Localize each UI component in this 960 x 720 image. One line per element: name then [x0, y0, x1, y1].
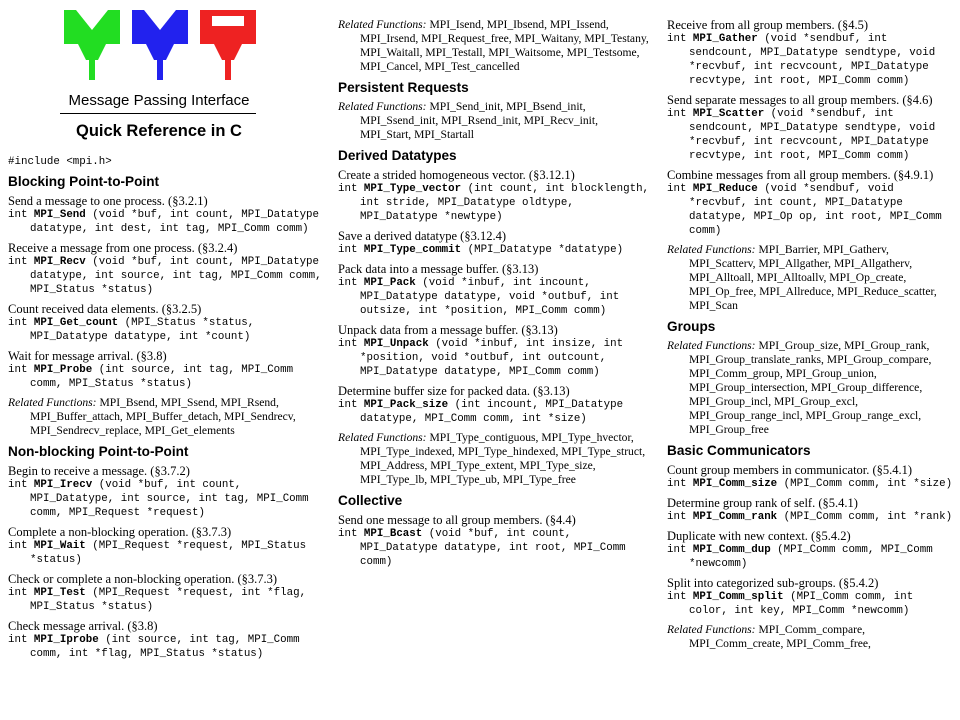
function-entry	[667, 576, 957, 618]
section-title-persistent: Persistent Requests	[338, 80, 469, 95]
function-signature	[8, 539, 326, 567]
return-type: int	[667, 544, 693, 556]
function-description: Receive a message from one process. (§3.2.4)	[8, 241, 238, 255]
function-entry	[667, 496, 957, 524]
return-type: int	[667, 591, 693, 603]
function-entry	[667, 463, 957, 491]
function-name: MPI_Comm_split	[692, 591, 784, 603]
function-name: MPI_Send	[33, 209, 86, 221]
function-entry	[338, 229, 652, 257]
function-arguments: (int incount, MPI_Datatype datatype, MPI_Comm comm, int *size)	[360, 399, 624, 425]
return-type: int	[667, 511, 693, 523]
function-name: MPI_Pack	[363, 277, 416, 289]
logo-letter-p	[132, 10, 188, 80]
function-signature	[338, 182, 652, 224]
function-entry	[8, 464, 326, 520]
function-arguments: (void *sendbuf, void *recvbuf, int count, MPI_Datatype datatype, MPI_Op op, int root, MPI_Comm comm)	[689, 183, 942, 237]
function-signature	[338, 527, 652, 569]
function-entry	[8, 572, 326, 614]
related-functions-communicators	[667, 623, 957, 651]
communicators-entries	[667, 463, 957, 618]
function-description: Check or complete a non-blocking operation. (§3.7.3)	[8, 572, 278, 586]
function-name: MPI_Type_vector	[363, 183, 462, 195]
function-name: MPI_Probe	[33, 364, 93, 376]
function-description: Unpack data from a message buffer. (§3.13)	[338, 323, 558, 337]
section-title-communicators: Basic Communicators	[667, 443, 811, 458]
function-arguments: (MPI_Datatype *datatype)	[461, 244, 624, 256]
function-entry	[8, 194, 326, 236]
function-arguments: (void *buf, int count, MPI_Datatype datatype, int root, MPI_Comm comm)	[360, 528, 626, 568]
column-2	[338, 18, 652, 574]
function-description: Check message arrival. (§3.8)	[8, 619, 158, 633]
function-name: MPI_Type_commit	[363, 244, 462, 256]
function-name: MPI_Comm_dup	[692, 544, 771, 556]
function-arguments: (int count, int blocklength, int stride, MPI_Datatype oldtype, MPI_Datatype *newtype)	[360, 183, 650, 223]
function-signature	[8, 478, 326, 520]
return-type: int	[8, 540, 34, 552]
function-entry	[338, 262, 652, 318]
logo-subtitle: Message Passing Interface	[68, 92, 250, 109]
function-description: Pack data into a message buffer. (§3.13)	[338, 262, 539, 276]
function-arguments: (void *sendbuf, int sendcount, MPI_Datatype sendtype, void *recvbuf, int recvcount, MPI_Datatype recvtype, int root, MPI_Comm comm)	[689, 108, 936, 162]
function-signature	[667, 182, 957, 238]
function-entry	[8, 525, 326, 567]
function-signature	[8, 316, 326, 344]
function-description: Determine buffer size for packed data. (§3.13)	[338, 384, 570, 398]
function-name: MPI_Test	[33, 587, 86, 599]
related-list: MPI_Send_init, MPI_Bsend_init, MPI_Ssend_init, MPI_Rsend_init, MPI_Recv_init, MPI_Start, MPI_Startall	[360, 100, 599, 141]
function-signature	[667, 543, 957, 571]
section-title-groups: Groups	[667, 319, 716, 334]
function-entry	[667, 18, 957, 88]
function-name: MPI_Iprobe	[33, 634, 99, 646]
return-type: int	[338, 338, 364, 350]
column-3	[667, 18, 957, 656]
function-description: Send separate messages to all group members. (§4.6)	[667, 93, 933, 107]
related-functions-derived	[338, 431, 652, 487]
function-name: MPI_Unpack	[363, 338, 429, 350]
function-arguments: (int source, int tag, MPI_Comm comm, MPI_Status *status)	[30, 364, 294, 390]
function-name: MPI_Scatter	[692, 108, 765, 120]
related-label: Related Functions:	[667, 339, 756, 352]
function-description: Split into categorized sub-groups. (§5.4.2)	[667, 576, 879, 590]
collective-entries-continued	[667, 18, 957, 238]
related-label: Related Functions:	[8, 396, 97, 409]
function-signature	[667, 510, 957, 524]
related-list: MPI_Barrier, MPI_Gatherv, MPI_Scatterv, MPI_Allgather, MPI_Allgatherv, MPI_Alltoall, MPI_Alltoallv, MPI_Op_create, MPI_Op_free, MPI_Allreduce, MPI_Reduce_scatter, MPI_Scan	[689, 243, 937, 312]
return-type: int	[667, 478, 693, 490]
related-label: Related Functions:	[667, 623, 756, 636]
function-name: MPI_Gather	[692, 33, 758, 45]
return-type: int	[8, 587, 34, 599]
function-entry	[667, 529, 957, 571]
function-entry	[338, 513, 652, 569]
section-title-derived: Derived Datatypes	[338, 148, 457, 163]
related-list: MPI_Comm_compare, MPI_Comm_create, MPI_Comm_free,	[689, 623, 871, 650]
related-list: MPI_Type_contiguous, MPI_Type_hvector, MPI_Type_indexed, MPI_Type_hindexed, MPI_Type_struct, MPI_Address, MPI_Type_extent, MPI_Type_size, MPI_Type_lb, MPI_Type_ub, MPI_Type_free	[360, 431, 646, 486]
function-entry	[8, 349, 326, 391]
function-description: Create a strided homogeneous vector. (§3.12.1)	[338, 168, 575, 182]
function-arguments: (MPI_Request *request, int *flag, MPI_Status *status)	[30, 587, 307, 613]
related-list: MPI_Bsend, MPI_Ssend, MPI_Rsend, MPI_Buffer_attach, MPI_Buffer_detach, MPI_Sendrecv, MPI_Sendrecv_replace, MPI_Get_elements	[30, 396, 296, 437]
section-title-blocking: Blocking Point-to-Point	[8, 174, 160, 189]
related-label: Related Functions:	[338, 100, 427, 113]
logo-letter-m	[64, 10, 120, 80]
column-1	[8, 0, 326, 666]
function-description: Save a derived datatype (§3.12.4)	[338, 229, 506, 243]
function-description: Count received data elements. (§3.2.5)	[8, 302, 202, 316]
function-arguments: (void *inbuf, int insize, int *position, void *outbuf, int outcount, MPI_Datatype datatype, MPI_Comm comm)	[360, 338, 624, 378]
function-name: MPI_Bcast	[363, 528, 423, 540]
return-type: int	[8, 209, 34, 221]
function-description: Receive from all group members. (§4.5)	[667, 18, 868, 32]
function-arguments: (void *buf, int count, MPI_Datatype datatype, int source, int tag, MPI_Comm comm, MPI_Status *status)	[30, 256, 322, 296]
section-title-collective: Collective	[338, 493, 403, 508]
return-type: int	[338, 183, 364, 195]
function-description: Complete a non-blocking operation. (§3.7.3)	[8, 525, 232, 539]
function-signature	[667, 590, 957, 618]
return-type: int	[8, 634, 34, 646]
return-type: int	[8, 479, 34, 491]
function-signature	[667, 477, 957, 491]
function-description: Send a message to one process. (§3.2.1)	[8, 194, 208, 208]
function-name: MPI_Recv	[33, 256, 86, 268]
return-type: int	[667, 33, 693, 45]
function-arguments: (MPI_Comm comm, int color, int key, MPI_Comm *newcomm)	[689, 591, 914, 617]
include-line: #include <mpi.h>	[8, 156, 112, 168]
function-arguments: (int source, int tag, MPI_Comm comm, int *flag, MPI_Status *status)	[30, 634, 300, 660]
function-entry	[8, 302, 326, 344]
function-signature	[338, 276, 652, 318]
function-arguments: (MPI_Comm comm, int *rank)	[777, 511, 953, 523]
function-signature	[338, 337, 652, 379]
function-name: MPI_Irecv	[33, 479, 93, 491]
function-name: MPI_Comm_rank	[692, 511, 778, 523]
collective-entries	[338, 513, 652, 569]
related-list: MPI_Isend, MPI_Ibsend, MPI_Issend, MPI_Irsend, MPI_Request_free, MPI_Waitany, MPI_Testany, MPI_Waitall, MPI_Testall, MPI_Waitsome, MPI_Testsome, MPI_Cancel, MPI_Test_cancelled	[360, 18, 649, 73]
function-arguments: (void *sendbuf, int sendcount, MPI_Datatype sendtype, void *recvbuf, int recvcount, MPI_Datatype recvtype, int root, MPI_Comm comm)	[689, 33, 936, 87]
related-label: Related Functions:	[338, 18, 427, 31]
related-label: Related Functions:	[338, 431, 427, 444]
function-description: Begin to receive a message. (§3.7.2)	[8, 464, 190, 478]
function-signature	[8, 586, 326, 614]
function-arguments: (MPI_Status *status, MPI_Datatype datatype, int *count)	[30, 317, 255, 343]
related-functions-nonblocking	[338, 18, 652, 74]
function-name: MPI_Reduce	[692, 183, 758, 195]
return-type: int	[338, 277, 364, 289]
function-arguments: (MPI_Comm comm, int *size)	[777, 478, 953, 490]
return-type: int	[338, 528, 364, 540]
return-type: int	[8, 364, 34, 376]
header-divider	[60, 113, 256, 114]
return-type: int	[8, 317, 34, 329]
header	[8, 0, 326, 150]
nonblocking-entries	[8, 464, 326, 661]
related-functions-groups	[667, 339, 957, 437]
page-title: Quick Reference in C	[76, 122, 242, 140]
function-description: Combine messages from all group members. (§4.9.1)	[667, 168, 934, 182]
related-label: Related Functions:	[667, 243, 756, 256]
function-description: Determine group rank of self. (§5.4.1)	[667, 496, 858, 510]
blocking-entries	[8, 194, 326, 391]
return-type: int	[338, 244, 364, 256]
function-signature	[667, 107, 957, 163]
function-entry	[338, 384, 652, 426]
return-type: int	[667, 108, 693, 120]
related-list: MPI_Group_size, MPI_Group_rank, MPI_Group_translate_ranks, MPI_Group_compare, MPI_Comm_group, MPI_Group_union, MPI_Group_intersection, MPI_Group_difference, MPI_Group_incl, MPI_Group_excl, MPI_Group_range_incl, MPI_Group_range_excl, MPI_Group_free	[689, 339, 932, 436]
function-signature	[338, 398, 652, 426]
function-signature	[338, 243, 652, 257]
function-arguments: (void *buf, int count, MPI_Datatype datatype, int dest, int tag, MPI_Comm comm)	[30, 209, 320, 235]
function-arguments: (MPI_Request *request, MPI_Status *status)	[30, 540, 307, 566]
function-description: Count group members in communicator. (§5.4.1)	[667, 463, 913, 477]
function-signature	[8, 633, 326, 661]
related-functions-persistent	[338, 100, 652, 142]
return-type: int	[667, 183, 693, 195]
function-description: Wait for message arrival. (§3.8)	[8, 349, 167, 363]
function-name: MPI_Wait	[33, 540, 86, 552]
function-entry	[667, 93, 957, 163]
return-type: int	[8, 256, 34, 268]
function-entry	[8, 241, 326, 297]
function-arguments: (void *buf, int count, MPI_Datatype, int source, int tag, MPI_Comm comm, MPI_Request *request)	[30, 479, 309, 519]
function-entry	[338, 168, 652, 224]
logo-letter-i	[200, 10, 256, 80]
function-signature	[667, 32, 957, 88]
function-arguments: (MPI_Comm comm, MPI_Comm *newcomm)	[689, 544, 933, 570]
function-entry	[667, 168, 957, 238]
function-signature	[8, 363, 326, 391]
function-signature	[8, 255, 326, 297]
return-type: int	[338, 399, 364, 411]
related-functions-blocking	[8, 396, 326, 438]
function-entry	[338, 323, 652, 379]
function-name: MPI_Get_count	[33, 317, 119, 329]
related-functions-collective	[667, 243, 957, 313]
function-entry	[8, 619, 326, 661]
mpi-logo	[62, 8, 258, 88]
function-name: MPI_Pack_size	[363, 399, 449, 411]
function-description: Send one message to all group members. (§4.4)	[338, 513, 576, 527]
derived-entries	[338, 168, 652, 426]
function-name: MPI_Comm_size	[692, 478, 778, 490]
function-arguments: (void *inbuf, int incount, MPI_Datatype datatype, void *outbuf, int outsize, int *position, MPI_Comm comm)	[360, 277, 620, 317]
function-description: Duplicate with new context. (§5.4.2)	[667, 529, 851, 543]
function-signature	[8, 208, 326, 236]
section-title-nonblocking: Non-blocking Point-to-Point	[8, 444, 189, 459]
